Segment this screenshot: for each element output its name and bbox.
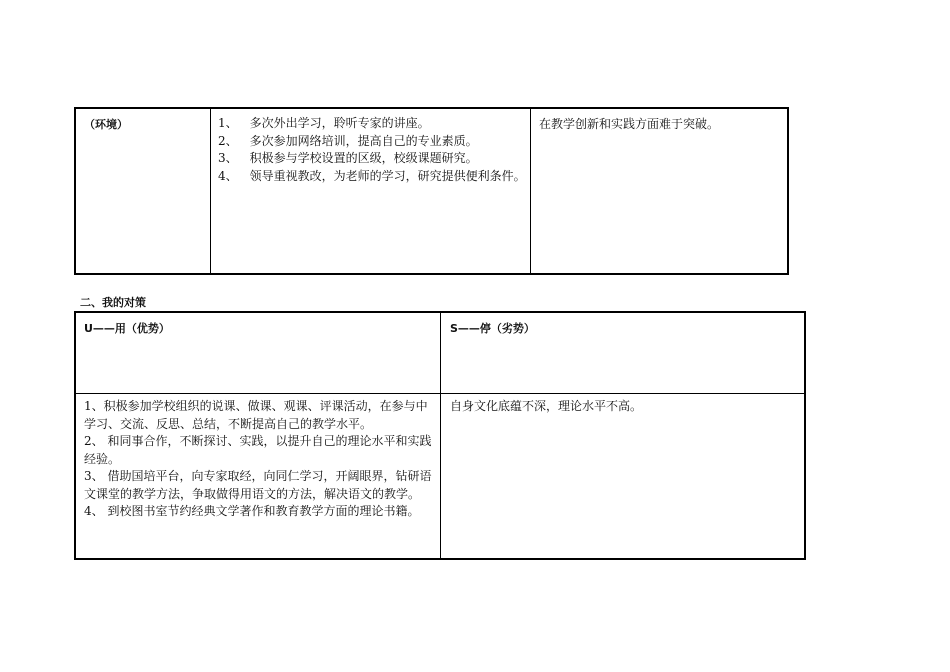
opportunities-list xyxy=(218,115,528,185)
column-divider xyxy=(530,109,531,273)
list-item: 4、 到校图书室节约经典文学著作和教育教学方面的理论书籍。 xyxy=(84,504,420,518)
list-item: 3、 积极参与学校设置的区级，校级课题研究。 xyxy=(218,151,478,165)
threat-text: 在教学创新和实践方面难于突破。 xyxy=(539,117,720,131)
list-item: 2、 多次参加网络培训，提高自己的专业素质。 xyxy=(218,133,478,148)
list-item: 1、积极参加学校组织的说课、做课、观课、评课活动，在参与中学习、交流、反思、总结，不断提高自己的教学水平。 xyxy=(84,399,428,431)
column-divider xyxy=(210,109,211,273)
list-item: 2、 和同事合作，不断探讨、实践，以提升自己的理论水平和实践经验。 xyxy=(84,434,432,466)
row-divider xyxy=(76,393,804,394)
strategy-table xyxy=(74,311,806,560)
stop-weaknesses-header: S——停（劣势） xyxy=(450,322,535,335)
swot-table-environment xyxy=(74,107,789,275)
section-heading: 二、我的对策 xyxy=(80,296,146,309)
column-divider xyxy=(440,313,441,558)
weakness-text: 自身文化底蕴不深，理论水平不高。 xyxy=(450,399,643,413)
list-item: 1、 多次外出学习，聆听专家的讲座。 xyxy=(218,116,430,130)
strengths-list xyxy=(84,398,438,521)
environment-label: （环境） xyxy=(84,118,128,131)
list-item: 4、 领导重视教改，为老师的学习，研究提供便利条件。 xyxy=(218,168,526,183)
use-strengths-header: U——用（优势） xyxy=(84,322,170,335)
list-item: 3、 借助国培平台，向专家取经，向同仁学习，开阔眼界，钻研语文课堂的教学方法，争取做得用语文的方法，解决语文的教学。 xyxy=(84,469,432,501)
